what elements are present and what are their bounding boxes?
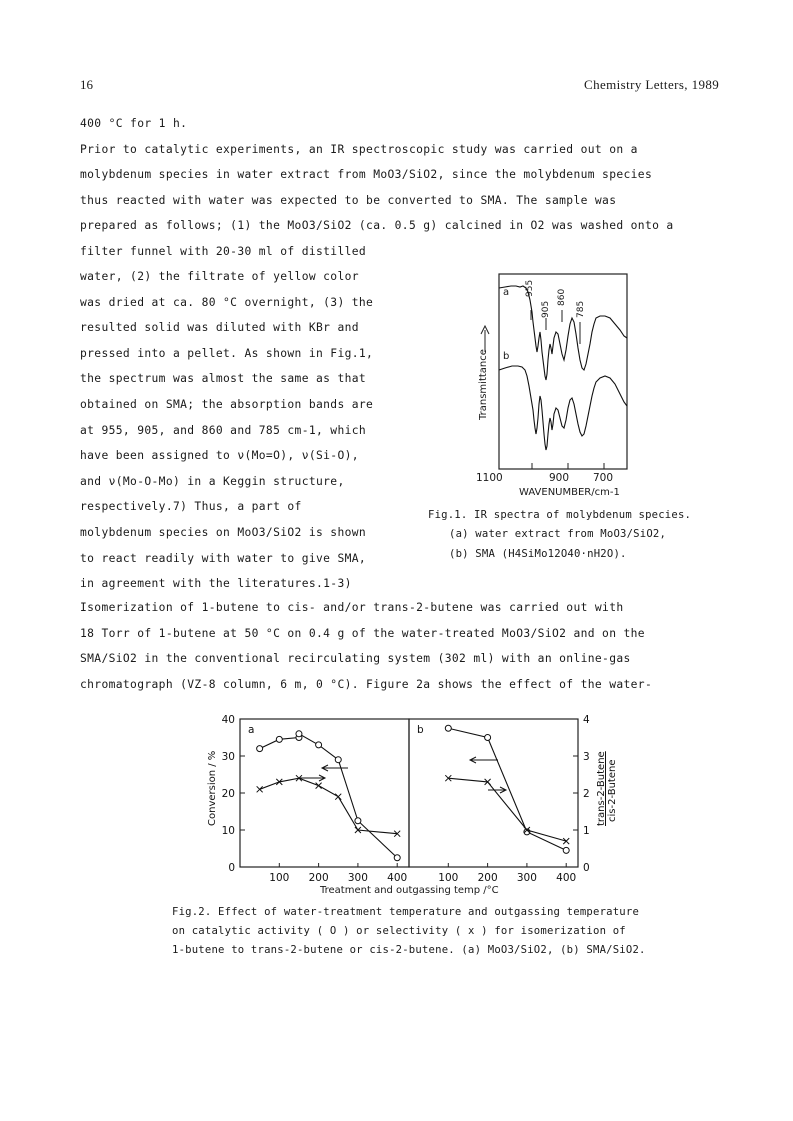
fig1-band-label-905: 905: [541, 300, 551, 318]
fig2-activity-point: [257, 746, 263, 752]
fig2-ylabel: Conversion / %: [207, 750, 218, 826]
body-line: pressed into a pellet. As shown in Fig.1,: [80, 346, 374, 360]
fig2-selectivity-line: [260, 778, 398, 834]
fig2-selectivity-point: [257, 786, 263, 792]
body-line: Prior to catalytic experiments, an IR spectroscopic study was carried out on a: [80, 142, 638, 156]
fig2-y2tick-label: 4: [583, 714, 590, 726]
fig2b-arrow-left-head: [470, 757, 476, 763]
fig2-xtick-label: 200: [477, 872, 498, 884]
fig2-activity-point: [394, 855, 400, 861]
fig1-ylabel: Transmittance: [478, 349, 489, 420]
fig2-selectivity-point: [524, 827, 530, 833]
fig2-panel-frame: [240, 719, 409, 867]
fig2-caption-line1: Fig.2. Effect of water-treatment temperature and outgassing temperature: [172, 906, 640, 918]
body-line: was dried at ca. 80 °C overnight, (3) the: [80, 295, 374, 309]
body-line: filter funnel with 20-30 ml of distilled: [80, 245, 367, 258]
fig2-ytick-label: 10: [221, 825, 235, 837]
fig2-xlabel: Treatment and outgassing temp /°C: [320, 885, 499, 896]
fig2-selectivity-point: [355, 827, 361, 833]
fig2-activity-point: [563, 847, 569, 853]
fig2-selectivity-point: [394, 831, 400, 837]
body-line: molybdenum species in water extract from MoO3/SiO2, since the molybdenum species: [80, 168, 653, 182]
body-line: chromatograph (VZ-8 column, 6 m, 0 °C). Figure 2a shows the effect of the water-: [80, 677, 653, 691]
fig2-y2label-denominator: cis-2-Butene: [607, 759, 618, 822]
fig1-xtick-label-1100: 1100: [476, 472, 503, 484]
body-line: SMA/SiO2 in the conventional recirculating system (302 ml) with an online-gas: [80, 652, 631, 666]
fig2-selectivity-point: [276, 779, 282, 785]
fig2-panel-label: a: [248, 724, 255, 736]
fig2-selectivity-point: [445, 775, 451, 781]
fig2-y2tick-label: 2: [583, 788, 590, 800]
fig1-yaxis-arrowhead: [481, 326, 489, 334]
body-line: thus reacted with water was expected to be converted to SMA. The sample was: [80, 193, 617, 207]
fig2-selectivity-point: [316, 783, 322, 789]
fig2-ytick-label: 40: [221, 714, 235, 726]
body-line: to react readily with water to give SMA,: [80, 551, 367, 565]
fig2-panel-frame: [409, 719, 578, 867]
fig1-xlabel: [519, 487, 620, 498]
fig2-xtick-label: 300: [347, 872, 368, 884]
body-line: resulted solid was diluted with KBr and: [80, 321, 359, 335]
fig2-selectivity-point: [485, 779, 491, 785]
fig2-y2tick-label: 1: [583, 825, 590, 837]
fig2-activity-line: [448, 728, 566, 850]
fig2-xtick-label: 400: [556, 872, 577, 884]
body-line: respectively.7) Thus, a part of: [80, 500, 302, 514]
body-line: at 955, 905, and 860 and 785 cm-1, which: [80, 423, 367, 437]
body-line: prepared as follows; (1) the MoO3/SiO2 (ca. 0.5 g) calcined in O2 was washed onto a: [80, 219, 674, 233]
fig2-activity-line: [260, 734, 398, 858]
page-number: 16: [80, 77, 93, 92]
fig2-activity-point: [524, 829, 530, 835]
fig2-xtick-label: 400: [387, 872, 408, 884]
fig1-caption-line2: (a) water extract from MoO3/SiO2,: [449, 528, 667, 540]
body-line: 18 Torr of 1-butene at 50 °C on 0.4 g of the water-treated MoO3/SiO2 and on the: [80, 626, 645, 640]
fig1-caption-line1: Fig.1. IR spectra of molybdenum species.: [428, 509, 692, 521]
fig1-spectrum-b: [499, 366, 627, 450]
fig2-xtick-label: 200: [308, 872, 329, 884]
fig1-xlabel-text: WAVENUMBER/cm-1: [519, 487, 620, 498]
body-line: 400 °C for 1 h.: [80, 117, 188, 130]
fig2a-arrow-right-head: [319, 775, 325, 781]
fig2-selectivity-line: [448, 778, 566, 841]
journal-header: Chemistry Letters, 1989: [584, 77, 720, 92]
body-line: molybdenum species on MoO3/SiO2 is shown: [80, 526, 367, 539]
fig2-activity-point: [276, 736, 282, 742]
fig1-label-b: b: [503, 351, 510, 362]
fig2-ytick-label: 30: [221, 751, 235, 763]
fig2-activity-point: [296, 735, 302, 741]
fig1-band-label-860: 860: [557, 288, 567, 306]
fig2-xtick-label: 100: [438, 872, 459, 884]
body-line: Isomerization of 1-butene to cis- and/or trans-2-butene was carried out with: [80, 601, 624, 614]
fig2b-arrow-right-head: [500, 787, 506, 793]
fig2-xtick-label: 300: [516, 872, 537, 884]
fig1-band-label-955: 955: [525, 279, 535, 297]
fig1-xtick-label-700: 700: [593, 472, 614, 484]
fig2-panel-label: b: [417, 724, 424, 736]
fig2-xtick-label: 100: [269, 872, 290, 884]
body-line: obtained on SMA; the absorption bands are: [80, 398, 374, 411]
fig2-activity-point: [335, 757, 341, 763]
fig2-y2label-numerator: trans-2-Butene: [596, 751, 607, 826]
fig2a-arrow-left-head: [322, 765, 328, 771]
fig1-caption-line3: (b) SMA (H4SiMo12O40·nH2O).: [449, 548, 627, 560]
body-line: the spectrum was almost the same as that: [80, 372, 367, 386]
fig2-selectivity-point: [563, 838, 569, 844]
fig2-ytick-label: 0: [228, 862, 235, 874]
fig2-activity-point: [316, 742, 322, 748]
fig2-activity-point: [485, 735, 491, 741]
fig2-selectivity-point: [335, 794, 341, 800]
fig2-ytick-label: 20: [221, 788, 235, 800]
fig2-caption-line3: 1-butene to trans-2-butene or cis-2-butene. (a) MoO3/SiO2, (b) SMA/SiO2.: [172, 944, 646, 956]
fig2-activity-point: [445, 725, 451, 731]
fig2-y2tick-label: 0: [583, 862, 590, 874]
body-line: water, (2) the filtrate of yellow color: [80, 270, 359, 283]
fig2-activity-point: [355, 818, 361, 824]
fig2-y2tick-label: 3: [583, 751, 590, 763]
body-line: have been assigned to ν(Mo=O), ν(Si-O),: [80, 449, 359, 463]
fig2-caption-line2: on catalytic activity ( O ) or selectivity ( x ) for isomerization of: [172, 925, 626, 937]
fig1-label-a: a: [503, 287, 510, 298]
fig1-xtick-label-900: 900: [549, 472, 570, 484]
body-line: and ν(Mo-O-Mo) in a Keggin structure,: [80, 474, 345, 488]
fig1-band-label-785: 785: [576, 300, 586, 318]
fig2-activity-point: [296, 731, 302, 737]
fig2-selectivity-point: [296, 775, 302, 781]
body-line: in agreement with the literatures.1-3): [80, 577, 352, 591]
